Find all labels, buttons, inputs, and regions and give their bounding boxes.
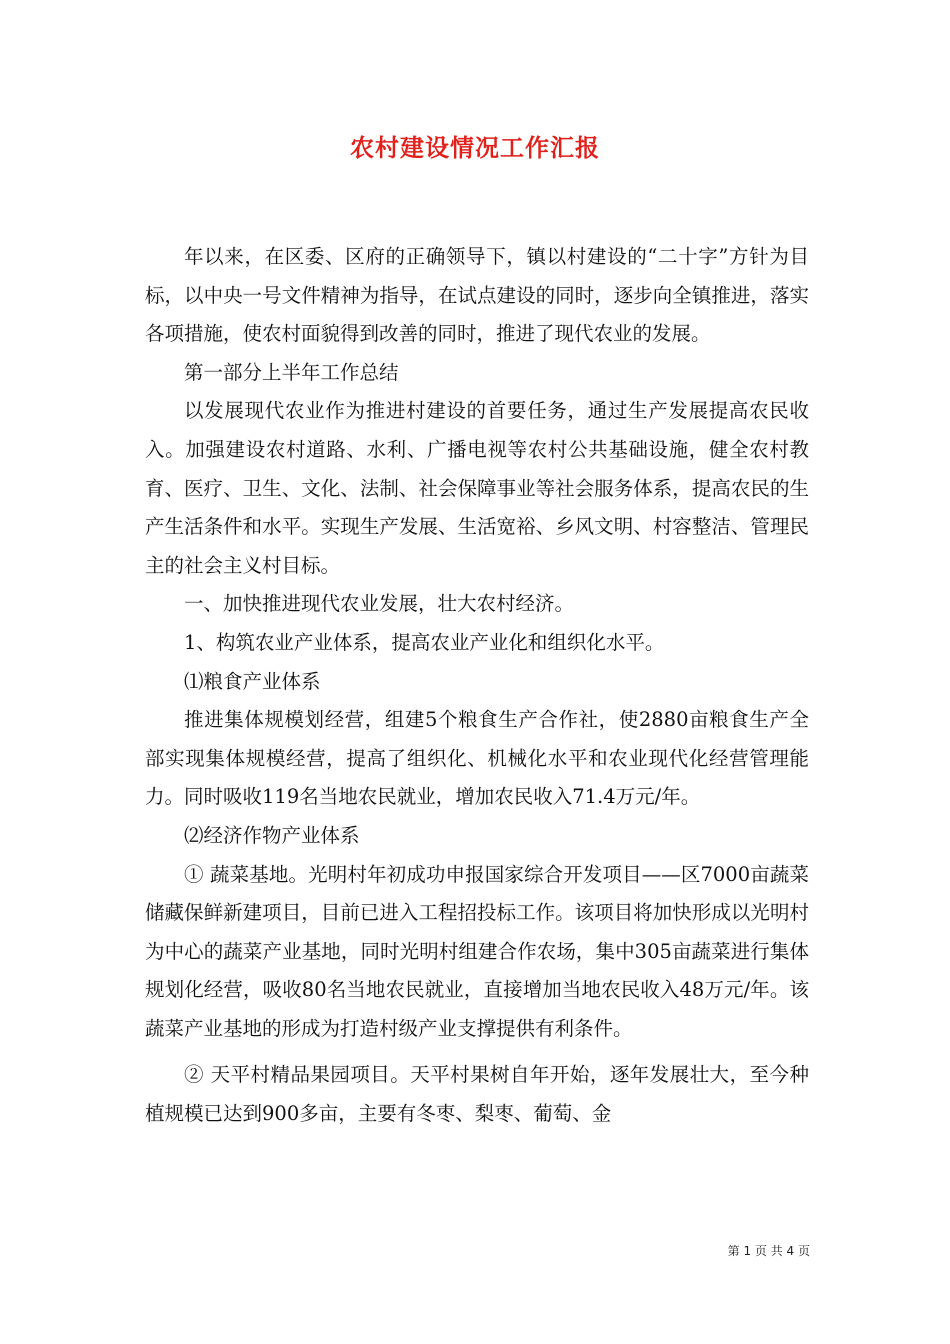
- heading-modern-agriculture: 一、加快推进现代农业发展，壮大农村经济。: [184, 592, 575, 616]
- paragraph-goals: 以发展现代农业作为推进村建设的首要任务，通过生产发展提高农民收入。加强建设农村道路、水利、广播电视等农村公共基础设施，健全农村教育、医疗、卫生、文化、法制、社会保障事业等社会服务体系，提高农民的生产生活条件和水平。实现生产发展、生活宽裕、乡风文明、村容整洁、管理民主的社会主义村目标。: [145, 399, 809, 577]
- document-body: [145, 238, 809, 1134]
- paragraph-vegetable-base: ① 蔬菜基地。光明村年初成功申报国家综合开发项目——区7000亩蔬菜储藏保鲜新建项目，目前已进入工程招投标工作。该项目将加快形成以光明村为中心的蔬菜产业基地，同时光明村组建合作农场，集中305亩蔬菜进行集体规划化经营，吸收80名当地农民就业，直接增加当地农民收入48万元/年。该蔬菜产业基地的形成为打造村级产业支撑提供有利条件。: [145, 862, 809, 1040]
- paragraph-intro: 年以来，在区委、区府的正确领导下，镇以村建设的“二十字”方针为目标，以中央一号文件精神为指导，在试点建设的同时，逐步向全镇推进，落实各项措施，使农村面貌得到改善的同时，推进了现代农业的发展。: [145, 245, 809, 346]
- heading-industry-system: 1、构筑农业产业体系，提高农业产业化和组织化水平。: [184, 630, 665, 654]
- section-heading-part-one: 第一部分上半年工作总结: [184, 360, 399, 384]
- page-number-footer: 第 1 页 共 4 页: [727, 1244, 810, 1258]
- document-title: 农村建设情况工作汇报: [350, 133, 600, 162]
- heading-cash-crops: ⑵经济作物产业体系: [184, 823, 360, 847]
- heading-grain-industry: ⑴粮食产业体系: [184, 669, 321, 693]
- paragraph-orchard-project: ② 天平村精品果园项目。天平村果树自年开始，逐年发展壮大，至今种植规模已达到900多亩，主要有冬枣、梨枣、葡萄、金: [145, 1063, 809, 1126]
- paragraph-grain-industry: 推进集体规模划经营，组建5个粮食生产合作社，使2880亩粮食生产全部实现集体规模经营，提高了组织化、机械化水平和农业现代化经营管理能力。同时吸收119名当地农民就业，增加农民收入71.4万元/年。: [145, 708, 809, 809]
